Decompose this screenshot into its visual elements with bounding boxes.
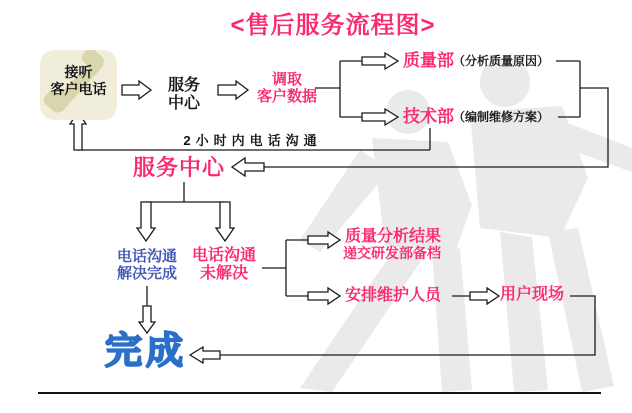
qa-result-line1: 质量分析结果: [345, 228, 442, 245]
service-center-big: 服务中心: [133, 155, 226, 180]
tech-dept-note: （编制维修方案）: [453, 110, 550, 124]
tech-dept-label: 技术部: [403, 107, 454, 126]
two-hour-note: 2小时内电话沟通: [183, 133, 322, 148]
arrow-box-to-sc: [122, 81, 151, 99]
user-site-node: 用户现场: [500, 286, 565, 303]
arrow-to-qa-result: [308, 232, 340, 248]
line-unresolved-branch: [262, 240, 308, 296]
arrow-return-to-done: [190, 347, 220, 363]
page-title: <售后服务流程图>: [230, 12, 436, 39]
arrow-down-unresolved: [216, 202, 234, 241]
arrow-down-to-done: [139, 306, 155, 333]
line-retrieve-branch: [315, 61, 362, 117]
resolved-node: 电话沟通 解决完成: [116, 248, 177, 282]
arrow-to-arrange: [308, 288, 340, 304]
quality-dept-label: 质量部: [403, 51, 454, 70]
arrow-to-user-site: [470, 288, 499, 304]
bottom-divider: [38, 392, 601, 394]
answer-call-label: 接听 客户电话: [50, 64, 107, 97]
retrieve-data-node: 调取 客户数据: [256, 71, 317, 105]
arrow-sc-to-retrieve: [218, 81, 248, 99]
arrow-to-quality: [362, 53, 398, 69]
qa-result-line2: 递交研发部备档: [343, 245, 441, 261]
arrow-to-tech: [362, 109, 398, 125]
quality-dept-note: （分析质量原因）: [453, 54, 550, 68]
arrange-staff-node: 安排维护人员: [345, 287, 442, 304]
line-sc-branch: [146, 182, 225, 202]
arrow-to-sc-big: [232, 158, 264, 176]
service-center-node: 服务 中心: [167, 77, 200, 112]
done-node: 完成: [105, 330, 187, 371]
arrow-down-resolved: [137, 202, 155, 241]
unresolved-node: 电话沟通 未解决: [191, 247, 256, 282]
answer-call-box: [40, 50, 117, 120]
